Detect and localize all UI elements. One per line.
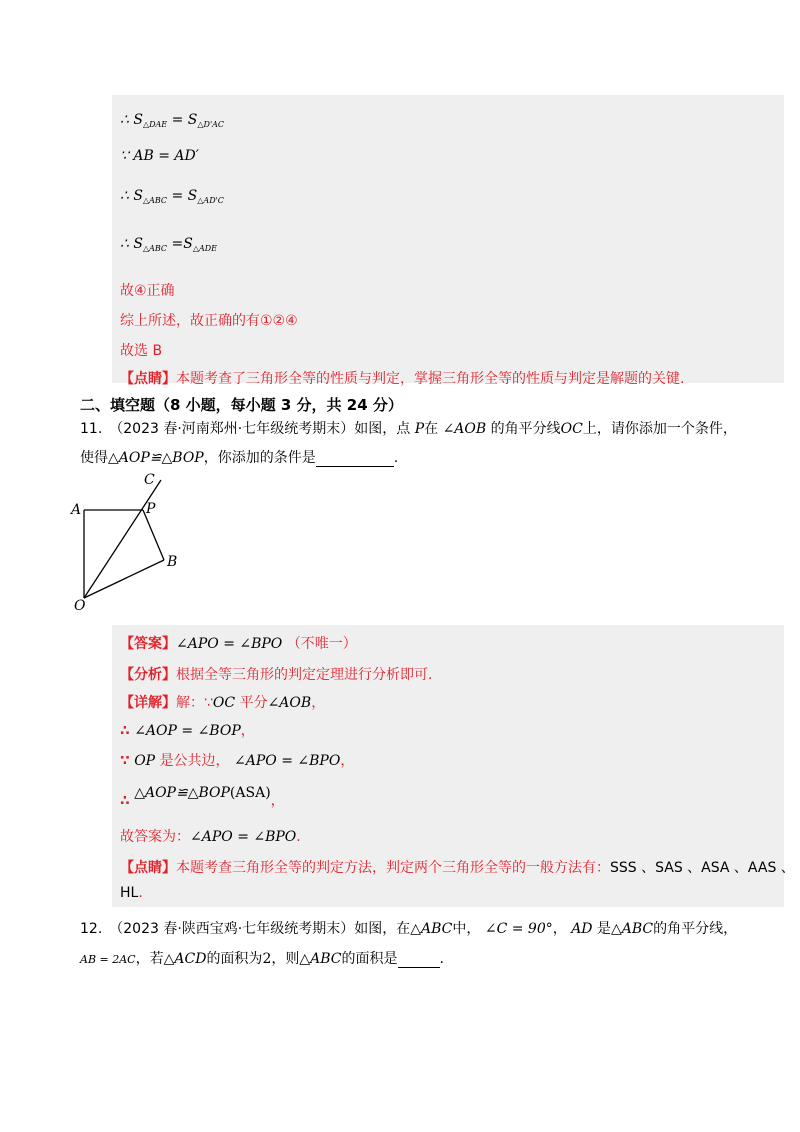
- step-area-dae-eq-dac: ∴ $S_{\triangle DAE} = S_{\triangle D'AC}$: [120, 112, 225, 129]
- detail-line-4: ∴ △AOP≌△BOP(ASA)，: [120, 785, 285, 809]
- label-a: A: [71, 502, 82, 518]
- answer-blank-q12[interactable]: [398, 953, 440, 968]
- conclusion-4-correct: 故④正确: [120, 283, 175, 299]
- step-ab-eq-ad: ∵ AB = AD′: [120, 148, 199, 164]
- segment-pb: [143, 510, 164, 560]
- q12-line2: AB = 2AC，若△ACD的面积为2，则△ABC的面积是 .: [80, 951, 444, 967]
- answer-line: 【答案】∠APO = ∠BPO （不唯一）: [120, 636, 357, 652]
- step-area-abc-eq-adc: ∴ $S_{\triangle ABC} = S_{\triangle AD'C}$: [120, 188, 224, 205]
- q11-line2: 使得△AOP≌△BOP，你添加的条件是 .: [80, 450, 399, 466]
- detail-line-1: 【详解】解：∵OC 平分∠AOB，: [120, 695, 326, 711]
- label-b: B: [167, 554, 178, 570]
- detail-line-2: ∴ ∠AOP = ∠BOP，: [120, 723, 255, 739]
- section-heading-fill-in: 二、填空题（8 小题，每小题 3 分，共 24 分）: [80, 396, 403, 414]
- summary-correct-options: 综上所述，故正确的有①②④: [120, 313, 298, 329]
- label-o: O: [74, 598, 86, 614]
- step-area-abc-eq-ade: ∴ $S_{\triangle ABC} =S_{\triangle ADE}$: [120, 236, 217, 253]
- geometry-figure-aob: [60, 470, 200, 620]
- choice-b: 故选 B: [120, 343, 163, 359]
- label-p: P: [146, 501, 156, 517]
- q12-line1: 12. （2023 春·陕西宝鸡·七年级统考期末）如图，在△ABC中， ∠C = 90°， AD 是△ABC的角平分线，: [80, 921, 738, 937]
- dianjing-note-2: 【点睛】本题考查三角形全等的判定方法，判定两个三角形全等的一般方法有：SSS 、SAS 、ASA 、AAS 、: [120, 860, 795, 876]
- dianjing-note-1: 【点睛】本题考查了三角形全等的性质与判定，掌握三角形全等的性质与判定是解题的关键.: [120, 371, 685, 387]
- final-answer-line: 故答案为：∠APO = ∠BPO.: [120, 829, 301, 845]
- dianjing-note-2-cont: HL.: [120, 885, 143, 901]
- answer-blank[interactable]: [316, 452, 394, 467]
- q11-line1: 11. （2023 春·河南郑州·七年级统考期末）如图，点 P在 ∠AOB 的角平分线OC上，请你添加一个条件，: [80, 421, 737, 437]
- label-c: C: [144, 472, 155, 488]
- detail-line-3: ∵ OP 是公共边， ∠APO = ∠BPO，: [120, 753, 355, 769]
- analysis-line: 【分析】根据全等三角形的判定定理进行分析即可.: [120, 667, 433, 683]
